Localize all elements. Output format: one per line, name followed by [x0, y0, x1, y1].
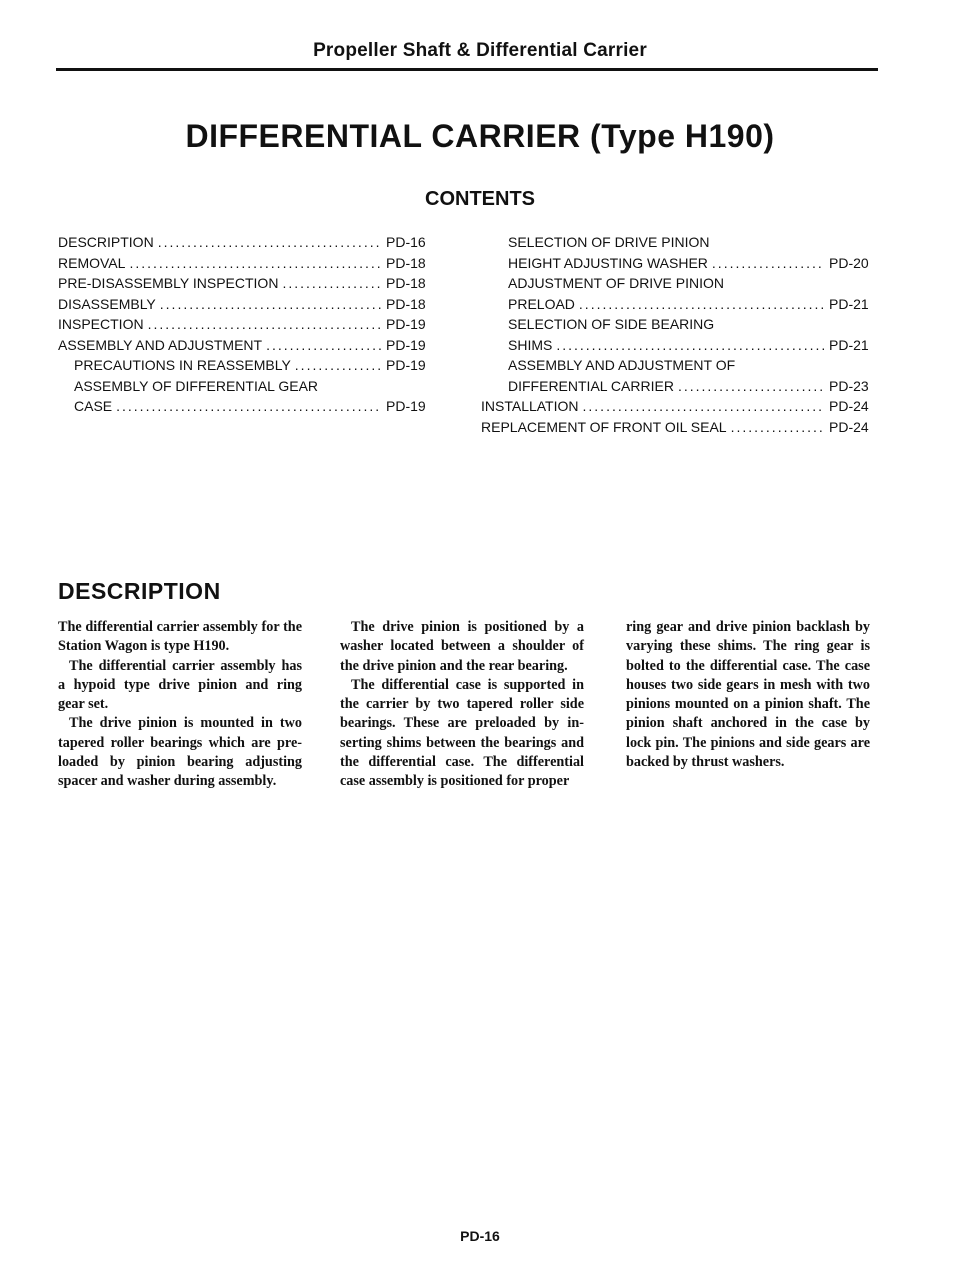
toc-entry-title: INSTALLATION: [481, 398, 579, 414]
toc-entry-page: PD-16: [386, 234, 426, 250]
toc-entry-title: ADJUSTMENT OF DRIVE PINION: [508, 275, 724, 291]
toc-entry-page: PD-20: [829, 254, 869, 271]
toc-entry-title: SELECTION OF DRIVE PINION: [508, 234, 710, 250]
toc-entry-title: ASSEMBLY OF DIFFERENTIAL GEAR: [74, 377, 319, 394]
toc-entry[interactable]: [481, 294, 877, 315]
toc-entry[interactable]: [481, 232, 877, 253]
toc-leader: [731, 417, 825, 438]
body-column-3: [626, 618, 870, 772]
toc-leader: [160, 294, 382, 315]
toc-leader: [116, 396, 382, 417]
paragraph: The drive pinion is positioned by a washer located between a shoulder of the drive pinion and the rear bearing.: [340, 619, 584, 674]
toc-entry-title: PRECAUTIONS IN REASSEMBLY: [74, 357, 291, 373]
toc-entry-page: PD-18: [386, 254, 426, 271]
toc-entry[interactable]: [481, 335, 877, 356]
toc-leader: [129, 253, 382, 274]
toc-leader: [158, 232, 382, 253]
toc-leader: [583, 396, 825, 417]
toc-entry[interactable]: [58, 355, 434, 376]
toc-entry-title: ASSEMBLY AND ADJUSTMENT: [58, 336, 263, 353]
toc-entry-page: PD-24: [829, 398, 869, 414]
toc-entry-page: PD-19: [386, 357, 426, 373]
page-title: DIFFERENTIAL CARRIER (Type H190): [185, 118, 775, 154]
paragraph: ring gear and drive pinion backlash by varying these shims. The ring gear is bolted to the differential case. The case houses two side gears in mesh with two pinions mounted on a pinion shaft. The pinion shaft anchored in the case by lock pin. The pinions and side gears are backed by thrust washers.: [626, 619, 870, 771]
toc-entry-title: REPLACEMENT OF FRONT OIL SEAL: [481, 418, 727, 435]
body-column-2: [340, 618, 584, 792]
toc-entry-page: PD-18: [386, 295, 426, 312]
toc-entry-title: SHIMS: [508, 336, 553, 353]
toc-entry-title: DESCRIPTION: [58, 234, 154, 250]
toc-entry[interactable]: [481, 396, 877, 417]
toc-entry[interactable]: [58, 273, 434, 294]
toc-leader: [556, 335, 825, 356]
toc-right-column: [481, 232, 877, 437]
toc-entry-title: ASSEMBLY AND ADJUSTMENT OF: [508, 357, 736, 373]
toc-leader: [295, 355, 382, 376]
paragraph: The differential carrier assembly has a hypoid type drive pinion and ring gear set.: [58, 657, 302, 713]
toc-entry[interactable]: [58, 376, 434, 397]
toc-entry-page: PD-21: [829, 336, 869, 353]
toc-entry[interactable]: [481, 273, 877, 294]
header-rule: [56, 68, 878, 71]
toc-entry[interactable]: [481, 376, 877, 397]
toc-entry[interactable]: [58, 232, 434, 253]
toc-leader: [148, 314, 382, 335]
section-heading-description: DESCRIPTION: [58, 578, 221, 604]
toc-entry-page: PD-24: [829, 418, 869, 435]
toc-entry-page: PD-19: [386, 316, 426, 332]
toc-entry-title: SELECTION OF SIDE BEARING: [508, 316, 715, 332]
toc-entry[interactable]: [481, 314, 877, 335]
paragraph: The differential carrier assembly for the Station Wagon is type H190.: [58, 619, 302, 655]
running-header: Propeller Shaft & Differential Carrier: [313, 40, 647, 61]
toc-entry-title: HEIGHT ADJUSTING WASHER: [508, 254, 708, 271]
toc-entry-title: PRE-DISASSEMBLY INSPECTION: [58, 275, 279, 291]
toc-entry-title: PRELOAD: [508, 295, 575, 312]
toc-entry-page: PD-19: [386, 336, 426, 353]
toc-entry-page: PD-23: [829, 377, 869, 394]
toc-entry[interactable]: [58, 314, 434, 335]
toc-entry[interactable]: [58, 396, 434, 417]
toc-left-column: [58, 232, 434, 417]
toc-entry-page: PD-19: [386, 398, 426, 414]
toc-entry-title: DIFFERENTIAL CARRIER: [508, 377, 674, 394]
contents-heading: CONTENTS: [425, 188, 535, 210]
toc-leader: [266, 335, 382, 356]
toc-entry-page: PD-18: [386, 275, 426, 291]
toc-leader: [579, 294, 825, 315]
page-number: PD-16: [460, 1228, 500, 1244]
toc-leader: [678, 376, 825, 397]
toc-entry-title: REMOVAL: [58, 254, 126, 271]
toc-leader: [282, 273, 382, 294]
paragraph: The differential case is supported in the carrier by two tapered roller side bearings. These are preloaded by in-serting shims between the bearings and the differential case. The differential case assembly is positioned for proper: [340, 676, 584, 790]
toc-entry-title: CASE: [74, 398, 113, 414]
paragraph: The drive pinion is mounted in two tapered roller bearings which are pre-loaded by pinion bearing adjusting spacer and washer during assembly.: [58, 715, 302, 790]
toc-entry[interactable]: [58, 294, 434, 315]
toc-entry[interactable]: [481, 355, 877, 376]
toc-entry-page: PD-21: [829, 295, 869, 312]
toc-entry[interactable]: [481, 253, 877, 274]
toc-entry[interactable]: [58, 253, 434, 274]
toc-entry[interactable]: [481, 417, 877, 438]
toc-leader: [712, 253, 825, 274]
toc-entry-title: DISASSEMBLY: [58, 295, 156, 312]
body-column-1: [58, 618, 302, 792]
toc-entry-title: INSPECTION: [58, 316, 144, 332]
toc-entry[interactable]: [58, 335, 434, 356]
